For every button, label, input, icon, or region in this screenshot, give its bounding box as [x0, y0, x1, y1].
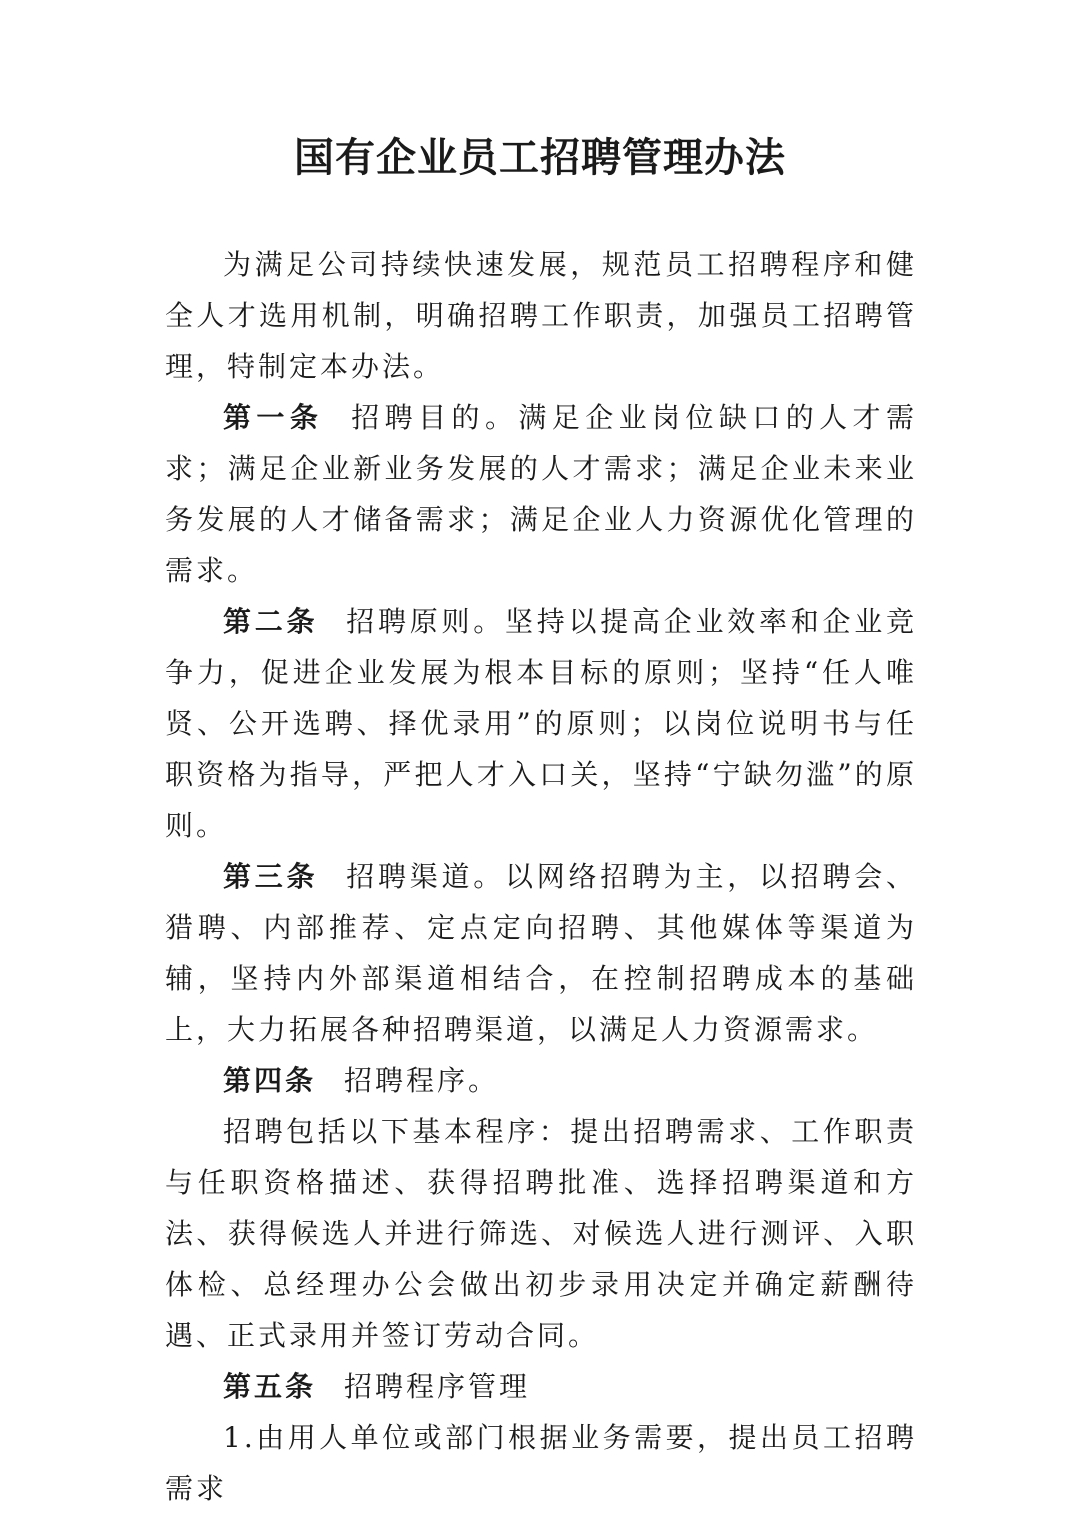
article-1-text: 招聘目的。满足企业岗位缺口的人才需求；满足企业新业务发展的人才需求；满足企业未来业务发展的人才储备需求；满足企业人力资源优化管理的需求。 [165, 401, 917, 587]
intro-paragraph: 为满足公司持续快速发展，规范员工招聘程序和健全人才选用机制，明确招聘工作职责，加强员工招聘管理，特制定本办法。 [165, 248, 917, 383]
article-2 [165, 596, 917, 851]
item-1-paragraph: 1.由用人单位或部门根据业务需要，提出员工招聘需求 [165, 1421, 917, 1505]
article-3 [165, 851, 917, 1055]
document-body [165, 239, 917, 1514]
article-2-label: 第二条 [223, 605, 319, 638]
article-1 [165, 392, 917, 596]
article-3-text: 招聘渠道。以网络招聘为主，以招聘会、猎聘、内部推荐、定点定向招聘、其他媒体等渠道为辅，坚持内外部渠道相结合，在控制招聘成本的基础上，大力拓展各种招聘渠道，以满足人力资源需求。 [165, 860, 917, 1046]
article-4-label: 第四条 [223, 1064, 317, 1097]
article-3-label: 第三条 [223, 860, 319, 893]
article-4 [165, 1055, 917, 1106]
article-5-label: 第五条 [223, 1370, 317, 1403]
article-5 [165, 1361, 917, 1412]
document-title: 国有企业员工招聘管理办法 [294, 134, 786, 181]
procedure-paragraph: 招聘包括以下基本程序：提出招聘需求、工作职责与任职资格描述、获得招聘批准、选择招聘渠道和方法、获得候选人并进行筛选、对候选人进行测评、入职体检、总经理办公会做出初步录用决定并确定薪酬待遇、正式录用并签订劳动合同。 [165, 1115, 917, 1352]
article-5-text: 招聘程序管理 [344, 1370, 531, 1403]
article-2-text: 招聘原则。坚持以提高企业效率和企业竞争力，促进企业发展为根本目标的原则；坚持“任人唯贤、公开选聘、择优录用”的原则；以岗位说明书与任职资格为指导，严把人才入口关，坚持“宁缺勿滥”的原则。 [165, 605, 917, 842]
article-4-text: 招聘程序。 [344, 1064, 500, 1097]
article-1-label: 第一条 [223, 401, 324, 434]
